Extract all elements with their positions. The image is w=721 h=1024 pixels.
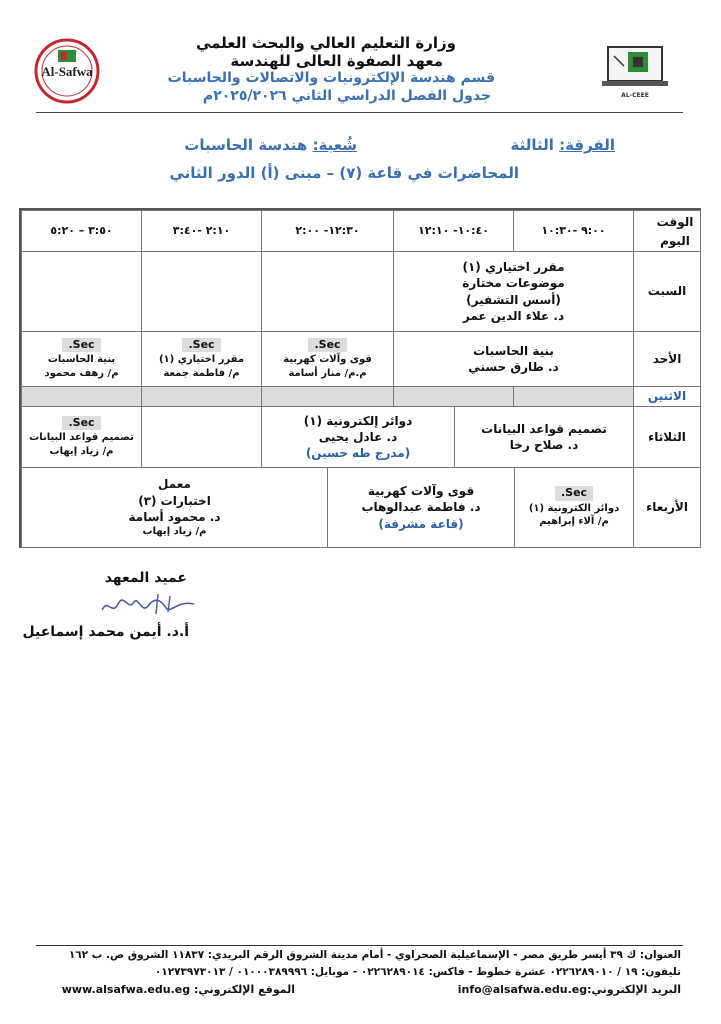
institute-name: معهد الصفوة العالى للهندسة [230, 52, 443, 70]
saturday-slot-4 [141, 251, 262, 332]
tuesday-lecture-1 [454, 406, 634, 468]
tuesday-slot-4 [141, 406, 262, 468]
division-value: هندسة الحاسبات [184, 136, 308, 154]
saturday-slot-3 [261, 251, 394, 332]
location: المحاضرات في قاعة (٧) – مبنى (أ) الدور الثاني [169, 164, 519, 182]
section-ta: م/ رهف محمود [44, 367, 119, 379]
time-slot-2: ١٠:٤٠- ١٢:١٠ [393, 210, 514, 252]
wednesday-lecture-course: قوى وآلات كهربية [367, 484, 475, 499]
saturday-slot-5 [21, 251, 142, 332]
wednesday-lab-lecturer: د. محمود أسامة [128, 509, 221, 524]
semester-title: جدول الفصل الدراسي الثاني ٢٠٢٥/٢٠٢٦م [202, 88, 491, 104]
section-course: دوائر الكترونية (١) [528, 502, 620, 514]
section-tag: Sec. [182, 338, 220, 353]
section-course: مقرر اختياري (١) [158, 354, 245, 366]
footer-email-value[interactable]: info@alsafwa.edu.eg [457, 983, 588, 996]
sunday-section-3 [21, 331, 142, 387]
dean-title: عميد المعهد [104, 570, 187, 586]
ministry-name: وزارة التعليم العالي والبحث العلمي [195, 34, 456, 52]
section-ta: م/ زياد إيهاب [49, 445, 114, 457]
time-slot-1: ٩:٠٠ -١٠:٣٠ [513, 210, 634, 252]
level-label: الفرقة: [559, 136, 615, 154]
sunday-lecture-course: بنية الحاسبات [473, 343, 554, 358]
section-ta: م/ آلاء إبراهيم [539, 516, 609, 528]
footer-email [458, 983, 681, 996]
dean-signature [98, 588, 198, 622]
tuesday-lecture-1-course: تصميم قواعد البيانات [481, 421, 607, 436]
sunday-lecture [393, 331, 634, 387]
division-label: شُعبة: [312, 136, 357, 154]
saturday-elective [393, 251, 634, 332]
time-slot-5: ٣:٥٠ – ٥:٢٠ [21, 210, 142, 252]
department-logo [598, 44, 672, 106]
day-label: اليوم [660, 234, 690, 248]
sunday-section-1 [261, 331, 394, 387]
tuesday-lecture-2-course: دوائر إلكترونية (١) [303, 413, 413, 428]
footer-site-value[interactable]: www.alsafwa.edu.eg [61, 983, 191, 996]
day-saturday: السبت [633, 251, 701, 332]
wednesday-lecture-lecturer: د. فاطمة عبدالوهاب [361, 500, 481, 515]
al-safwa-logo-text: Al-Safwa [41, 64, 93, 79]
tuesday-lecture-2-lecturer: د. عادل يحيى [318, 429, 398, 444]
monday-slot-4 [141, 386, 262, 407]
time-slot-4: ٢:١٠ -٣:٤٠ [141, 210, 262, 252]
sunday-section-2 [141, 331, 262, 387]
monday-slot-5 [21, 386, 142, 407]
schedule-table [19, 208, 701, 548]
wednesday-section [514, 467, 634, 548]
saturday-elective-l1: مقرر اختياري (١) [462, 260, 565, 275]
section-tag: Sec. [555, 486, 593, 501]
section-tag: Sec. [308, 338, 346, 353]
department-logo-text: AL-CEEE [621, 92, 649, 99]
day-monday: الاثنين [633, 386, 701, 407]
sunday-lecture-lecturer: د. طارق حسني [468, 360, 559, 374]
header-divider [36, 112, 683, 113]
wednesday-lecture-room: (قاعة مشرفة) [378, 516, 464, 531]
footer-site [62, 983, 295, 996]
footer-phones: تليفون: ١٩ / ٠٢٢٦٢٨٩٠١٠ عشرة خطوط - فاكس: ٠٢٢٦٢٨٩٠١٤ - موبايل: ٠١٠٠٠٣٨٩٩٩٦ / ٠١٢٧٣٩٧٣٠١٣ [154, 966, 681, 978]
section-tag: Sec. [62, 338, 100, 353]
saturday-elective-l4: د. علاء الدين عمر [462, 308, 565, 323]
section-course: تصميم قواعد البيانات [29, 432, 134, 444]
footer-divider [36, 945, 683, 946]
tuesday-section [21, 406, 142, 468]
time-label: الوقت [656, 215, 694, 229]
tuesday-lecture-2 [261, 406, 455, 468]
monday-slot-1 [513, 386, 634, 407]
wednesday-lecture [327, 467, 515, 548]
day-sunday: الأحد [633, 331, 701, 387]
time-day-header [633, 210, 701, 252]
time-slot-3: ١٢:٣٠- ٢:٠٠ [261, 210, 394, 252]
section-ta: م.م/ منار أسامة [288, 367, 367, 379]
footer-site-label: الموقع الإلكتروني: [193, 983, 295, 996]
day-tuesday: الثلاثاء [633, 406, 701, 468]
wednesday-lab-ta: م/ زياد إيهاب [142, 526, 207, 538]
al-safwa-logo [34, 38, 100, 104]
level [511, 136, 615, 154]
division [184, 136, 357, 154]
level-value: الثالثة [510, 136, 554, 154]
department-name: قسم هندسة الإلكترونيات والاتصالات والحاسبات [167, 70, 495, 86]
tuesday-lecture-1-lecturer: د. صلاح رخا [509, 438, 579, 452]
saturday-elective-l2: موضوعات مختارة [462, 276, 565, 291]
wednesday-lab [21, 467, 328, 548]
wednesday-lab-tag: معمل [158, 477, 191, 492]
monday-slot-3 [261, 386, 394, 407]
footer-address: العنوان: ك ٣٩ أيسر طريق مصر - الإسماعيلية الصحراوي - أمام مدينة الشروق الرقم البريدي: ١١٨٣٧ الشروق ص. ب ١٦٢ [68, 949, 681, 961]
footer-email-label: البريد الإلكتروني: [587, 983, 681, 996]
section-course: قوى وآلات كهربية [283, 354, 372, 366]
monday-slot-2 [393, 386, 514, 407]
dean-name: أ.د. أيمن محمد إسماعيل [22, 624, 189, 640]
section-course: بنية الحاسبات [47, 354, 116, 366]
saturday-elective-l3: (أسس التشفير) [466, 292, 561, 307]
section-tag: Sec. [62, 416, 100, 431]
day-wednesday: الأربعاء [633, 467, 701, 548]
section-ta: م/ فاطمة جمعة [163, 367, 240, 379]
tuesday-lecture-2-room: (مدرج طه حسين) [305, 446, 411, 461]
wednesday-lab-course: اختبارات (٣) [138, 493, 211, 508]
